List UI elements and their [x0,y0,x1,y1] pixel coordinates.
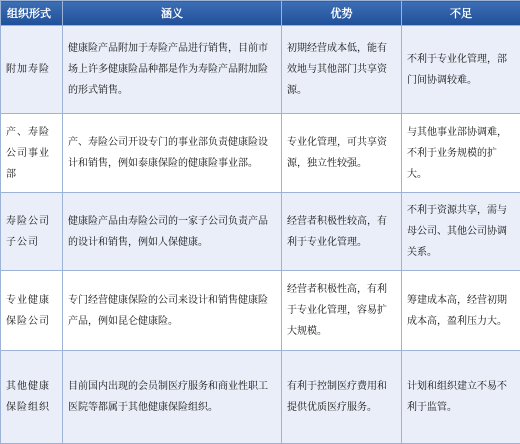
table-header [1,1,520,26]
header-form: 组织形式 [1,1,63,26]
header-row [1,1,520,26]
table-row [1,193,520,271]
cell-disadvantage: 计划和组织建立不易不利于监管。 [402,351,520,444]
cell-form: 其他健康保险组织 [1,351,63,444]
header-meaning: 涵义 [63,1,282,26]
cell-meaning: 专门经营健康保险的公司来设计和销售健康险产品，例如昆仑健康险。 [63,271,282,351]
cell-advantage: 初期经营成本低，能有效地与其他部门共享资源。 [282,26,402,114]
cell-form: 附加寿险 [1,26,63,114]
cell-disadvantage: 不利于资源共享，需与母公司、其他公司协调关系。 [402,193,520,271]
cell-advantage: 有利于控制医疗费用和提供优质医疗服务。 [282,351,402,444]
table-row [1,26,520,114]
cell-advantage: 经营者积极性高，有利于专业化管理，容易扩大规模。 [282,271,402,351]
cell-form: 产、寿险公司事业部 [1,114,63,193]
cell-meaning: 健康险产品由寿险公司的一家子公司负责产品的设计和销售，例如人保健康。 [63,193,282,271]
header-disadvantage: 不足 [402,1,520,26]
table-row [1,114,520,193]
cell-meaning: 健康险产品附加于寿险产品进行销售，目前市场上许多健康险品种都是作为寿险产品附加险的形式销售。 [63,26,282,114]
cell-meaning: 产、寿险公司开设专门的事业部负责健康险设计和销售，例如泰康保险的健康险事业部。 [63,114,282,193]
cell-form: 专业健康保险公司 [1,271,63,351]
table-row [1,351,520,444]
cell-disadvantage: 与其他事业部协调难，不利于业务规模的扩大。 [402,114,520,193]
table-body [1,26,520,444]
cell-disadvantage: 不利于专业化管理，部门间协调较难。 [402,26,520,114]
cell-meaning: 目前国内出现的会员制医疗服务和商业性职工医院等都属于其他健康保险组织。 [63,351,282,444]
cell-disadvantage: 筹建成本高，经营初期成本高，盈利压力大。 [402,271,520,351]
table-row [1,271,520,351]
header-advantage: 优势 [282,1,402,26]
cell-advantage: 专业化管理，可共享资源，独立性较强。 [282,114,402,193]
cell-form: 寿险公司子公司 [1,193,63,271]
cell-advantage: 经营者积极性较高，有利于专业化管理。 [282,193,402,271]
